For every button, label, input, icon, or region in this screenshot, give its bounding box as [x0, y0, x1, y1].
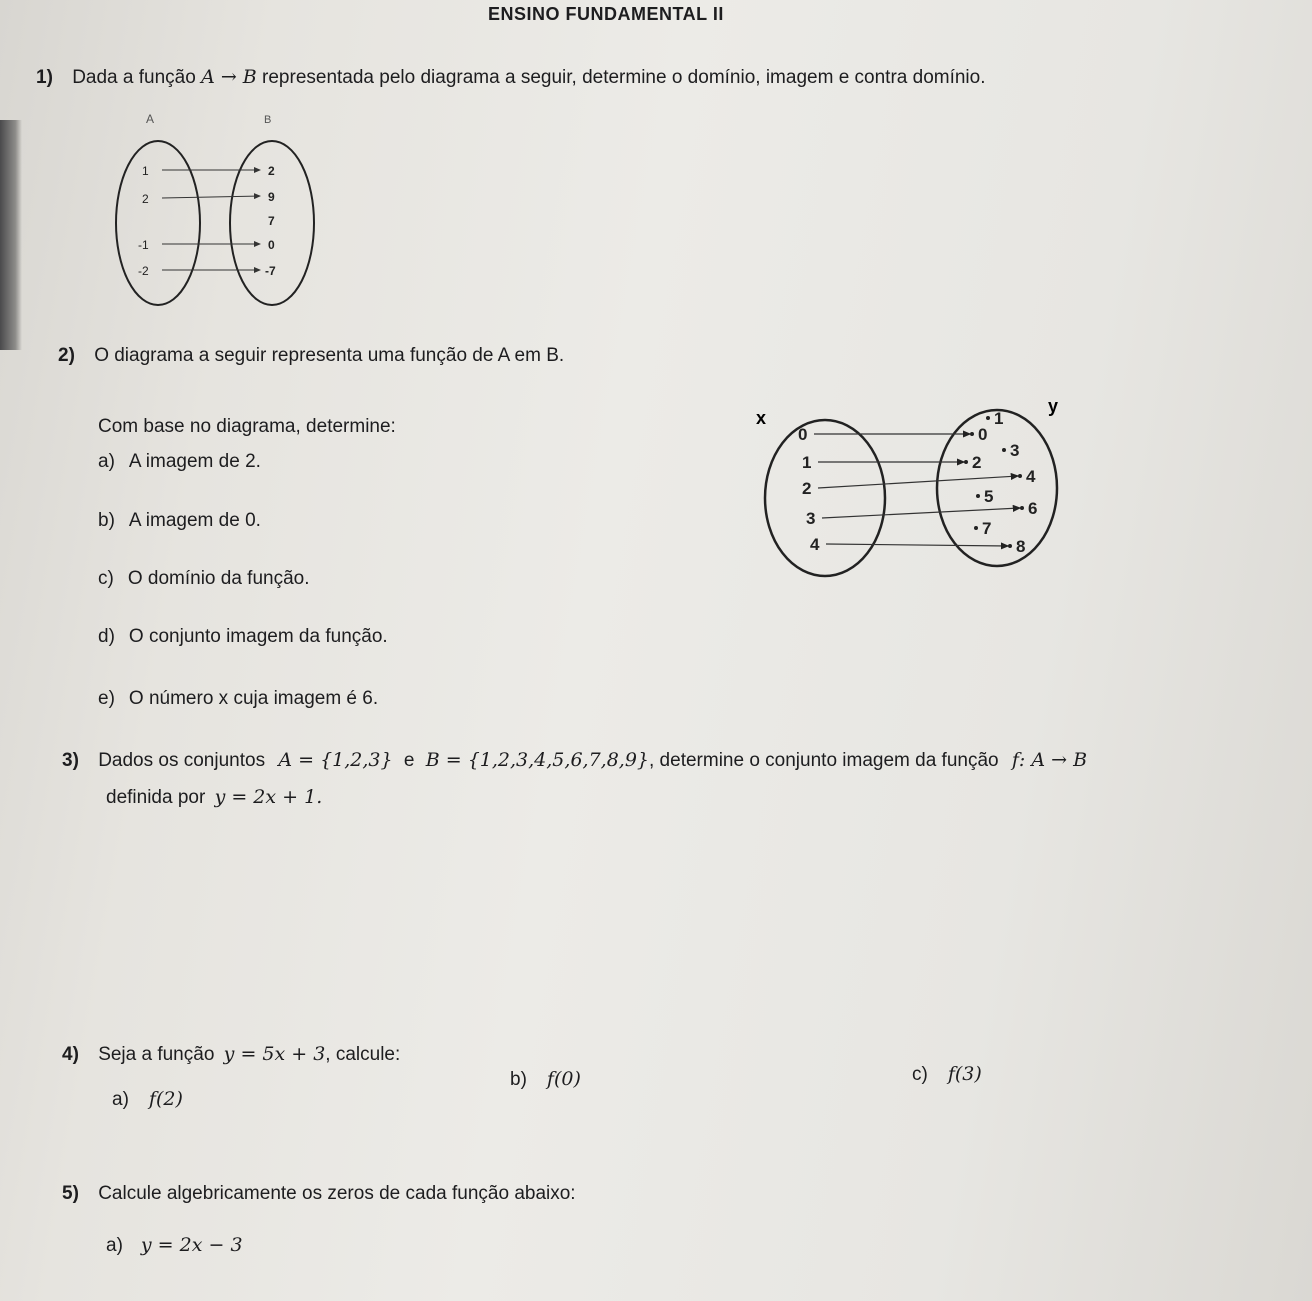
codomain-dot	[1020, 506, 1024, 510]
q3-and: e	[403, 750, 415, 771]
q2-title: O diagrama a seguir representa uma função de A em B.	[94, 345, 565, 366]
question-number: 2)	[58, 345, 75, 366]
q4-item	[912, 1063, 982, 1086]
domain-element: 3	[806, 509, 816, 528]
set-a-ellipse	[116, 141, 200, 305]
item-label: d)	[98, 626, 115, 647]
q3-set-a: A = {1,2,3}	[278, 749, 393, 771]
codomain-dot	[964, 460, 968, 464]
codomain-dot	[986, 416, 990, 420]
q3-text1: Dados os conjuntos	[98, 750, 266, 771]
item-label: a)	[98, 451, 115, 472]
page-header: ENSINO FUNDAMENTAL II	[488, 4, 724, 24]
codomain-element: 7	[982, 519, 992, 538]
domain-element: 1	[142, 164, 149, 178]
q2-item	[98, 626, 388, 648]
item-text: O número x cuja imagem é 6.	[128, 688, 379, 709]
q3-text2: , determine o conjunto imagem da função	[649, 750, 999, 771]
domain-element: 1	[802, 453, 812, 472]
item-label: a)	[112, 1089, 129, 1110]
question-number: 5)	[62, 1183, 79, 1204]
domain-element: -2	[138, 264, 149, 278]
item-expression: f(0)	[546, 1068, 581, 1090]
question-number: 1)	[36, 67, 53, 88]
set-x-ellipse	[765, 420, 885, 576]
codomain-element: 5	[984, 487, 994, 506]
mapping-arrow	[822, 508, 1020, 518]
codomain-element: 3	[1010, 441, 1020, 460]
question-number: 4)	[62, 1044, 79, 1065]
codomain-dot	[1018, 474, 1022, 478]
set-y-ellipse	[937, 410, 1057, 566]
item-text: A imagem de 0.	[128, 510, 261, 531]
codomain-dot	[976, 494, 980, 498]
q3-function: f: A → B	[1011, 749, 1088, 771]
q1-function: A → B	[201, 66, 257, 88]
q2-diagram	[750, 390, 1080, 590]
set-b-label: B	[264, 114, 272, 126]
item-expression: y = 2x − 3	[140, 1234, 243, 1256]
q2-item	[98, 451, 261, 473]
q4-text: Seja a função	[98, 1044, 215, 1065]
q4-item	[112, 1088, 183, 1111]
question-4	[62, 1043, 400, 1066]
set-x-label: x	[756, 408, 767, 428]
codomain-element: 6	[1028, 499, 1038, 518]
set-y-label: y	[1048, 396, 1059, 416]
item-label: c)	[98, 568, 114, 589]
question-number: 3)	[62, 750, 79, 771]
item-expression: f(2)	[148, 1088, 183, 1110]
question-3	[62, 749, 1282, 772]
photo-shadow	[0, 120, 22, 350]
domain-element: 0	[798, 425, 808, 444]
item-label: e)	[98, 688, 115, 709]
q3-formula: y = 2x + 1.	[214, 786, 323, 808]
domain-element: 4	[810, 535, 820, 554]
codomain-dot	[1008, 544, 1012, 548]
domain-element: -1	[138, 238, 149, 252]
codomain-element: 8	[1016, 537, 1026, 556]
codomain-dot	[1002, 448, 1006, 452]
q1-diagram	[100, 105, 340, 330]
codomain-element: 0	[268, 238, 275, 252]
item-expression: f(3)	[947, 1063, 982, 1085]
q3-text3: definida por	[106, 787, 206, 808]
codomain-element: 4	[1026, 467, 1036, 486]
mapping-arrow	[826, 544, 1008, 546]
item-label: b)	[510, 1069, 527, 1090]
q2-intro: Com base no diagrama, determine:	[98, 416, 396, 437]
q4-formula: y = 5x + 3	[223, 1043, 326, 1065]
item-label: a)	[106, 1235, 123, 1256]
codomain-element: 7	[268, 214, 275, 228]
codomain-element: 2	[972, 453, 982, 472]
question-2	[58, 345, 564, 367]
item-label: b)	[98, 510, 115, 531]
item-text: A imagem de 2.	[128, 451, 261, 472]
domain-element: 2	[142, 192, 149, 206]
codomain-element: 1	[994, 409, 1004, 428]
question-5	[62, 1183, 576, 1205]
domain-element: 2	[802, 479, 812, 498]
question-1	[36, 66, 986, 89]
codomain-dot	[974, 526, 978, 530]
mapping-arrow	[162, 196, 260, 198]
q5-text: Calcule algebricamente os zeros de cada função abaixo:	[98, 1183, 576, 1204]
codomain-element: 2	[268, 164, 275, 178]
item-text: O domínio da função.	[127, 568, 310, 589]
q4-text2: , calcule:	[325, 1044, 401, 1065]
item-label: c)	[912, 1064, 928, 1085]
q3-definition	[106, 786, 322, 809]
q2-item	[98, 568, 310, 590]
q2-item	[98, 688, 378, 710]
q1-text-after: representada pelo diagrama a seguir, determine o domínio, imagem e contra domínio.	[262, 67, 986, 88]
q5-item	[106, 1234, 243, 1257]
item-text: O conjunto imagem da função.	[128, 626, 388, 647]
codomain-dot	[970, 432, 974, 436]
q4-item	[510, 1068, 581, 1091]
set-a-label: A	[146, 112, 155, 126]
q1-text-before: Dada a função	[72, 67, 196, 88]
codomain-element: 9	[268, 190, 275, 204]
q3-set-b: B = {1,2,3,4,5,6,7,8,9}	[425, 749, 649, 771]
codomain-element: 0	[978, 425, 988, 444]
q2-item	[98, 510, 261, 532]
codomain-element: -7	[265, 264, 276, 278]
